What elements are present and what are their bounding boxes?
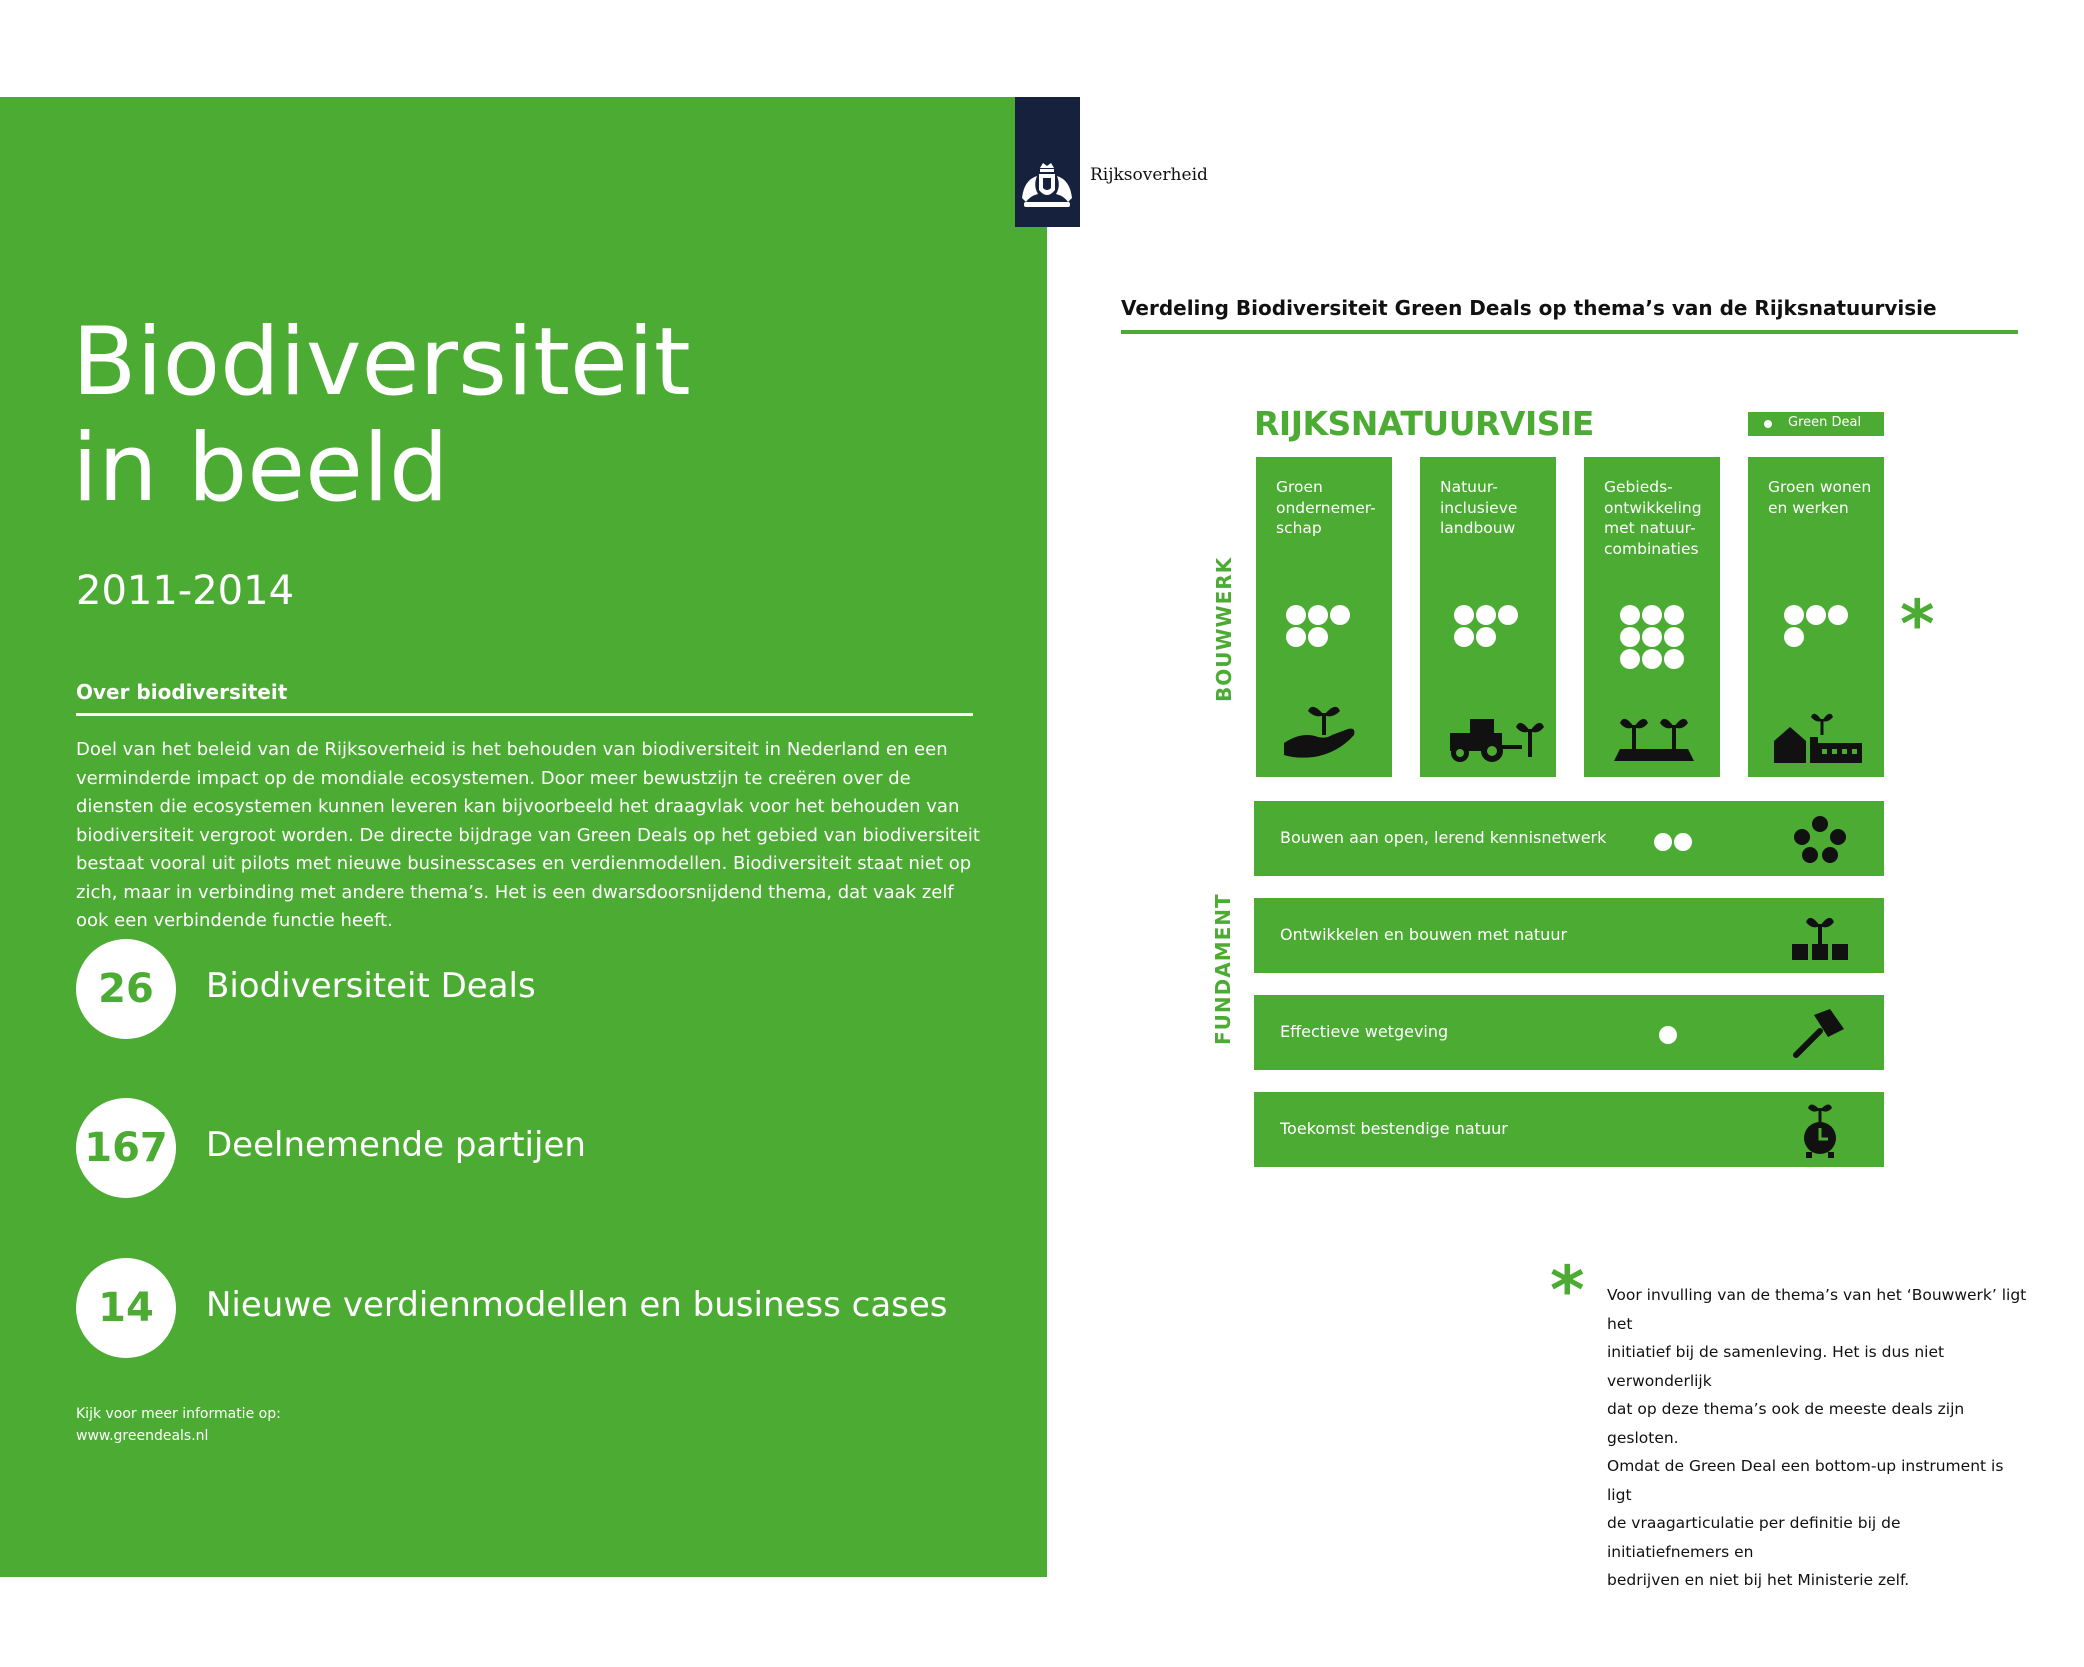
- pillar-natuurinclusieve-landbouw: [1420, 457, 1556, 777]
- row-label: Ontwikkelen en bouwen met natuur: [1280, 925, 1568, 944]
- about-divider: [76, 713, 973, 716]
- green-deal-dot: [1308, 605, 1328, 625]
- green-deal-dot: [1620, 605, 1640, 625]
- page-title-line-1: Biodiversiteit: [72, 308, 691, 417]
- brand-name: Rijksoverheid: [1090, 165, 1208, 185]
- about-heading: Over biodiversiteit: [76, 680, 288, 704]
- website-link[interactable]: www.greendeals.nl: [76, 1428, 209, 1444]
- pillar-label: Groen wonen en werken: [1768, 478, 1872, 517]
- footnote: [1607, 1281, 2027, 1595]
- footnote-line: Voor invulling van de thema’s van het ‘Bouwwerk’ ligt het: [1607, 1286, 2027, 1333]
- diagram-heading: RIJKSNATUURVISIE: [1254, 404, 1594, 443]
- info-text: Kijk voor meer informatie op:: [76, 1406, 281, 1422]
- green-deal-dot: [1659, 1026, 1677, 1044]
- side-label-fundament: FUNDAMENT: [1211, 893, 1235, 1045]
- green-deal-dot: [1664, 605, 1684, 625]
- green-deal-dot: [1476, 605, 1496, 625]
- green-deal-dot: [1286, 605, 1306, 625]
- green-deal-dot: [1664, 649, 1684, 669]
- pillar-groen-wonen-en-werken: [1748, 457, 1884, 777]
- row-label: Bouwen aan open, lerend kennisnetwerk: [1280, 828, 1607, 847]
- green-deal-dot: [1654, 833, 1672, 851]
- seedling-clock-icon: [1798, 1100, 1842, 1160]
- foundation-row-toekomst-natuur: [1254, 1092, 1884, 1167]
- pillar-label: Natuur- inclusieve landbouw: [1440, 478, 1518, 537]
- green-deal-dot: [1674, 833, 1692, 851]
- green-deal-dot: [1828, 605, 1848, 625]
- stat-circle-models: 14: [76, 1258, 176, 1358]
- green-deal-dot: [1330, 605, 1350, 625]
- stat-circle-parties: 167: [76, 1098, 176, 1198]
- tractor-seedling-icon: [1446, 707, 1546, 765]
- footnote-line: Omdat de Green Deal een bottom-up instrument is ligt: [1607, 1457, 2004, 1504]
- page-title-line-2: in beeld: [72, 414, 449, 523]
- green-deal-dot: [1784, 605, 1804, 625]
- royal-coat-of-arms-icon: [1018, 162, 1076, 214]
- house-factory-icon: [1772, 709, 1866, 765]
- stat-label-models: Nieuwe verdienmodellen en business cases: [206, 1285, 948, 1325]
- green-deal-dot: [1286, 627, 1306, 647]
- footnote-line: dat op deze thema’s ook de meeste deals zijn gesloten.: [1607, 1400, 1965, 1447]
- row-label: Effectieve wetgeving: [1280, 1022, 1449, 1041]
- footnote-line: bedrijven en niet bij het Ministerie zelf.: [1607, 1571, 1910, 1589]
- stat-label-parties: Deelnemende partijen: [206, 1125, 586, 1165]
- asterisk-marker: *: [1900, 586, 1935, 663]
- green-deal-dot: [1308, 627, 1328, 647]
- footnote-line: initiatief bij de samenleving. Het is dus niet verwonderlijk: [1607, 1343, 1945, 1390]
- stat-circle-deals: 26: [76, 939, 176, 1039]
- chart-title-divider: [1121, 330, 2018, 334]
- green-deal-dot: [1454, 627, 1474, 647]
- about-paragraph: Doel van het beleid van de Rijksoverheid is het behouden van biodiversiteit in Nederland en een verminderde impact op de mondiale ecosystemen. Door meer bewustzijn te creëren over de diensten die ecosystemen kunnen leveren kan bijvoorbeeld het draagvlak voor het behouden van biodiversiteit vergroot worden. De directe bijdrage van Green Deals op het gebied van biodiversiteit bestaat vooral uit pilots met nieuwe businesscases en verdienmodellen. Biodiversiteit staat niet op zich, maar in verbinding met andere thema’s. Het is een dwarsdoorsnijdend thema, dat vaak zelf ook een verbindende functie heeft.: [76, 739, 980, 931]
- foundation-row-kennisnetwerk: [1254, 801, 1884, 876]
- pillar-groen-ondernemerschap: [1256, 457, 1392, 777]
- chart-title: Verdeling Biodiversiteit Green Deals op thema’s van de Rijksnatuurvisie: [1121, 296, 1937, 320]
- green-deal-dot: [1784, 627, 1804, 647]
- green-deal-dot: [1476, 627, 1496, 647]
- legend-dot-icon: [1764, 420, 1772, 428]
- footnote-line: de vraagarticulatie per definitie bij de initiatiefnemers en: [1607, 1514, 1901, 1561]
- green-deal-dot: [1620, 649, 1640, 669]
- green-deal-dot: [1642, 627, 1662, 647]
- seedling-blocks-icon: [1788, 910, 1852, 964]
- legend: [1748, 412, 1884, 436]
- foundation-row-bouwen-met-natuur: [1254, 898, 1884, 973]
- side-label-bouwwerk: BOUWWERK: [1212, 556, 1236, 702]
- row-label: Toekomst bestendige natuur: [1280, 1119, 1508, 1138]
- green-deal-dot: [1642, 605, 1662, 625]
- two-seedlings-on-land-icon: [1612, 707, 1696, 765]
- seedling-in-hand-icon: [1282, 697, 1366, 763]
- stat-label-deals: Biodiversiteit Deals: [206, 966, 536, 1006]
- pillar-label: Gebieds- ontwikkeling met natuur- combinaties: [1604, 478, 1702, 558]
- green-deal-dot: [1620, 627, 1640, 647]
- legend-label: Green Deal: [1788, 415, 1862, 430]
- green-deal-dot: [1806, 605, 1826, 625]
- green-deal-dot: [1664, 627, 1684, 647]
- network-dots-icon: [1790, 815, 1850, 863]
- foundation-row-wetgeving: [1254, 995, 1884, 1070]
- pillar-label: Groen ondernemer- schap: [1276, 478, 1376, 537]
- pillar-gebiedsontwikkeling: [1584, 457, 1720, 777]
- green-deal-dot: [1498, 605, 1518, 625]
- footnote-asterisk: *: [1550, 1252, 1585, 1329]
- year-range: 2011-2014: [76, 568, 295, 614]
- gavel-icon: [1792, 1007, 1848, 1059]
- green-deal-dot: [1454, 605, 1474, 625]
- green-deal-dot: [1642, 649, 1662, 669]
